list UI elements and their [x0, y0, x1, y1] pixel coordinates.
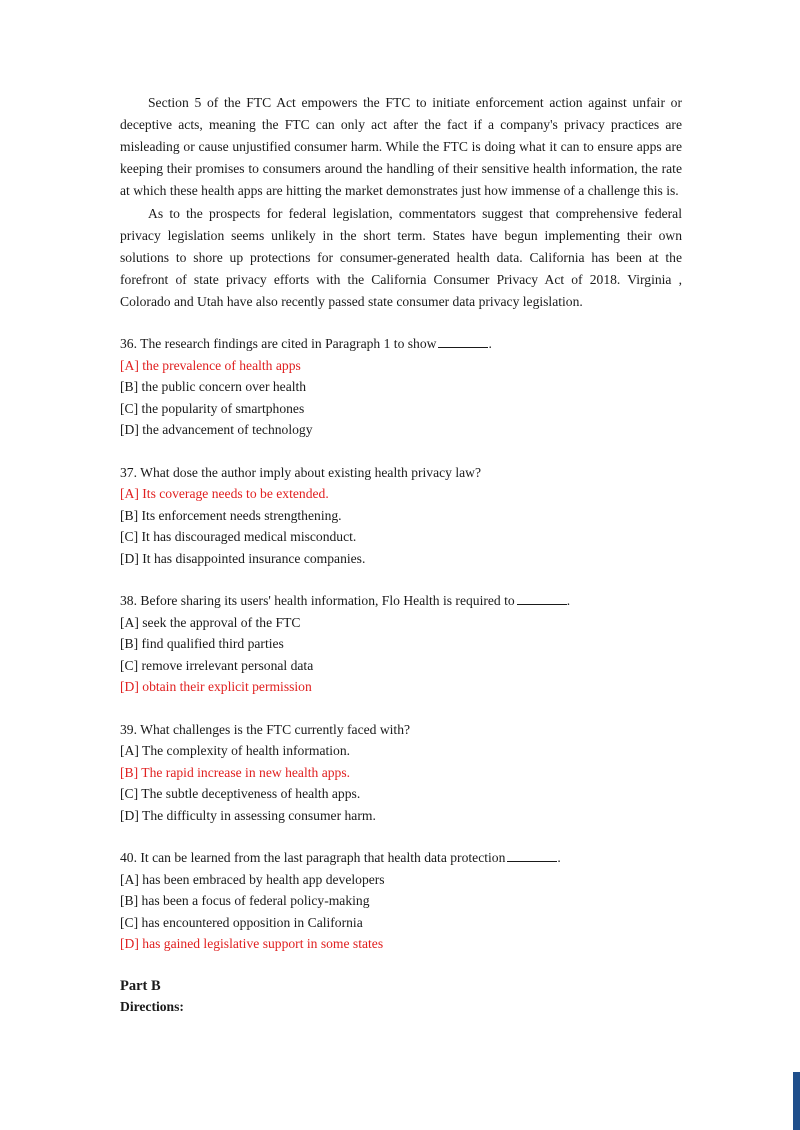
option-c: [C] It has discouraged medical misconduct.	[120, 529, 357, 544]
part-b-directions: Directions:	[120, 998, 184, 1014]
question-40	[120, 847, 682, 955]
option-b: [B] the public concern over health	[120, 379, 307, 394]
question-stem	[120, 333, 682, 355]
answer-blank	[438, 335, 488, 348]
option-b: [B] has been a focus of federal policy-making	[120, 893, 370, 908]
answer-blank	[507, 849, 557, 862]
question-stem-text: 36. The research findings are cited in Paragraph 1 to show	[120, 336, 437, 351]
option-c: [C] The subtle deceptiveness of health apps.	[120, 786, 361, 801]
option-a: [A] the prevalence of health apps	[120, 357, 301, 373]
question-38	[120, 590, 682, 698]
option-b: [B] The rapid increase in new health apps.	[120, 764, 351, 780]
question-stem	[120, 719, 682, 741]
option-d: [D] has gained legislative support in some states	[120, 936, 384, 951]
question-stem-text: 38. Before sharing its users' health information, Flo Health is required to	[120, 593, 515, 608]
passage-paragraph: As to the prospects for federal legislation, commentators suggest that comprehensive federal privacy legislation seems unlikely in the short term. States have begun implementing their own solutions to shore up protections for consumer-generated health data. California has been at the forefront of state privacy efforts with the California Consumer Privacy Act of 2018. Virginia , Colorado and Utah have also recently passed state consumer data privacy legislation.	[120, 206, 682, 309]
page-edge-bar	[793, 1072, 800, 1130]
question-stem-end: .	[557, 850, 561, 865]
question-stem	[120, 590, 682, 612]
question-stem-text: 40. It can be learned from the last paragraph that health data protection	[120, 850, 506, 865]
question-stem	[120, 462, 682, 484]
option-c: [C] the popularity of smartphones	[120, 400, 305, 416]
option-a: [A] has been embraced by health app developers	[120, 871, 385, 887]
question-39	[120, 719, 682, 827]
question-37	[120, 462, 682, 570]
part-b-heading: Part B	[120, 977, 161, 994]
question-stem-text: 39. What challenges is the FTC currently faced with?	[120, 721, 411, 737]
question-stem-text: 37. What dose the author imply about existing health privacy law?	[120, 464, 482, 480]
answer-blank	[517, 592, 567, 605]
exam-page	[120, 92, 682, 1017]
option-d: [D] It has disappointed insurance companies.	[120, 550, 366, 566]
option-a: [A] seek the approval of the FTC	[120, 614, 301, 630]
option-d: [D] The difficulty in assessing consumer harm.	[120, 807, 376, 823]
option-d: [D] obtain their explicit permission	[120, 679, 312, 694]
option-b: [B] Its enforcement needs strengthening.	[120, 507, 342, 523]
option-a: [A] Its coverage needs to be extended.	[120, 486, 329, 501]
option-c: [C] remove irrelevant personal data	[120, 657, 314, 673]
option-c: [C] has encountered opposition in California	[120, 914, 363, 930]
question-36	[120, 333, 682, 441]
option-b: [B] find qualified third parties	[120, 636, 284, 651]
option-d: [D] the advancement of technology	[120, 422, 313, 437]
question-stem	[120, 847, 682, 869]
passage-paragraph: Section 5 of the FTC Act empowers the FTC to initiate enforcement action against unfair or deceptive acts, meaning the FTC can only act after the fact if a company's privacy practices are misleading or cause unjustified consumer harm. While the FTC is doing what it can to ensure apps are keeping their promises to consumers around the handling of their sensitive health information, the rate at which these health apps are hitting the market demonstrates just how immense of a challenge this is.	[120, 95, 682, 198]
question-stem-end: .	[488, 336, 492, 351]
option-a: [A] The complexity of health information.	[120, 743, 351, 758]
question-stem-end: .	[566, 593, 571, 608]
